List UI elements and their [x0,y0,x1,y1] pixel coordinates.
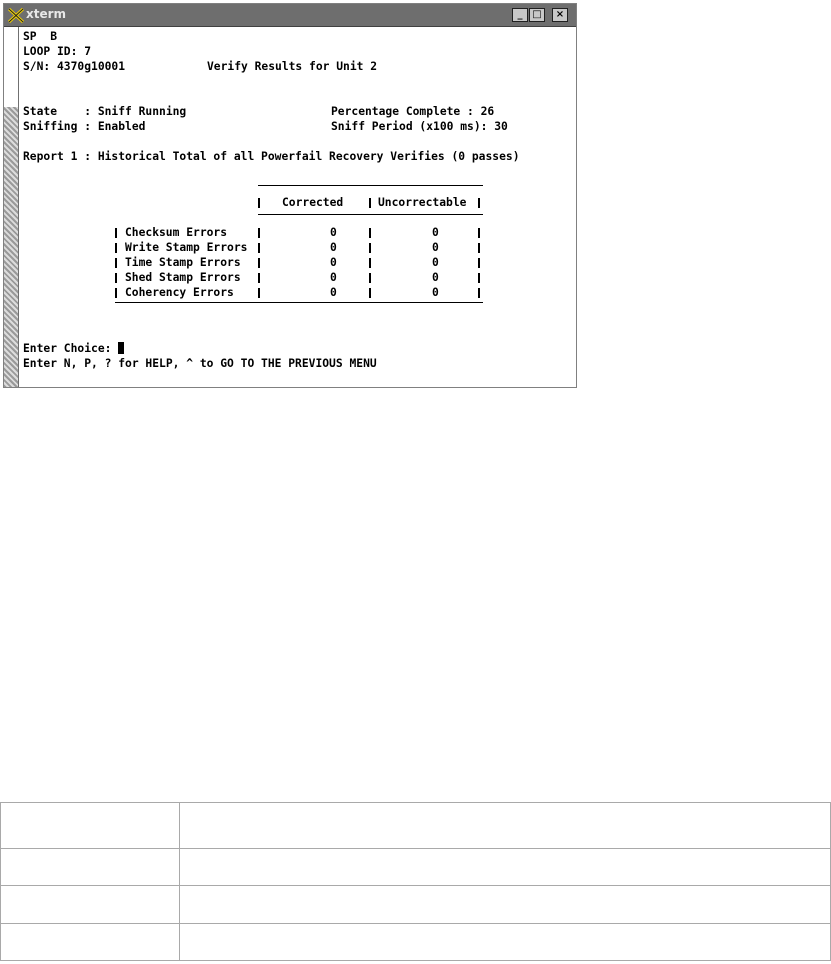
maximize-button[interactable]: □ [529,8,545,22]
text-cursor [118,342,124,354]
scrollbar-thumb[interactable] [4,27,18,107]
row-label: Checksum Errors [125,226,228,239]
uncorrectable-header: Uncorrectable [378,196,467,209]
corrected-header: Corrected [282,196,344,209]
column-separator [369,198,371,208]
table-cell [1,923,180,960]
loop-id-line: LOOP ID: 7 [23,45,92,58]
uncorrectable-value: 0 [432,256,439,269]
verify-heading: Verify Results for Unit 2 [207,60,378,73]
table-row [1,848,831,885]
table-cell [1,803,180,849]
column-separator [258,198,260,208]
uncorrectable-value: 0 [432,241,439,254]
state-line: State : Sniff Running [23,105,187,118]
uncorrectable-value: 0 [432,271,439,284]
table-header-row [1,803,831,849]
corrected-value: 0 [330,226,337,239]
close-button[interactable]: × [552,8,568,22]
table-cell [180,803,831,849]
corrected-value: 0 [330,271,337,284]
percentage-line: Percentage Complete : 26 [331,105,495,118]
table-cell [1,848,180,885]
uncorrectable-value: 0 [432,226,439,239]
corrected-value: 0 [330,256,337,269]
row-label: Shed Stamp Errors [125,271,241,284]
prompt-label: Enter Choice: [23,342,119,355]
serial-line: S/N: 4370g10001 [23,60,126,73]
table-header-rule [258,214,483,215]
table-cell [1,886,180,923]
title-bar[interactable] [4,4,576,27]
sp-line: SP B [23,30,58,43]
row-label: Coherency Errors [125,286,234,299]
corrected-value: 0 [330,286,337,299]
table-cell [180,923,831,960]
document-table [0,802,831,961]
table-cell [180,848,831,885]
enter-choice-prompt[interactable] [23,341,124,356]
row-label: Write Stamp Errors [125,241,248,254]
xterm-window [3,3,577,388]
sniffing-line: Sniffing : Enabled [23,120,146,133]
row-label: Time Stamp Errors [125,256,241,269]
uncorrectable-value: 0 [432,286,439,299]
x-logo-icon [7,6,25,24]
table-row [1,886,831,923]
column-separator [478,198,480,208]
table-cell [180,886,831,923]
minimize-button[interactable]: _ [512,8,528,22]
corrected-value: 0 [330,241,337,254]
help-line: Enter N, P, ? for HELP, ^ to GO TO THE PREVIOUS MENU [23,357,377,370]
terminal-content[interactable] [23,29,572,383]
window-title: xterm [26,7,67,21]
sniff-period-line: Sniff Period (x100 ms): 30 [331,120,508,133]
report-title: Report 1 : Historical Total of all Powerfail Recovery Verifies (0 passes) [23,150,520,163]
table-top-rule [258,185,483,186]
table-row [1,923,831,960]
table-bottom-rule [115,302,483,303]
scrollbar[interactable] [4,27,19,387]
